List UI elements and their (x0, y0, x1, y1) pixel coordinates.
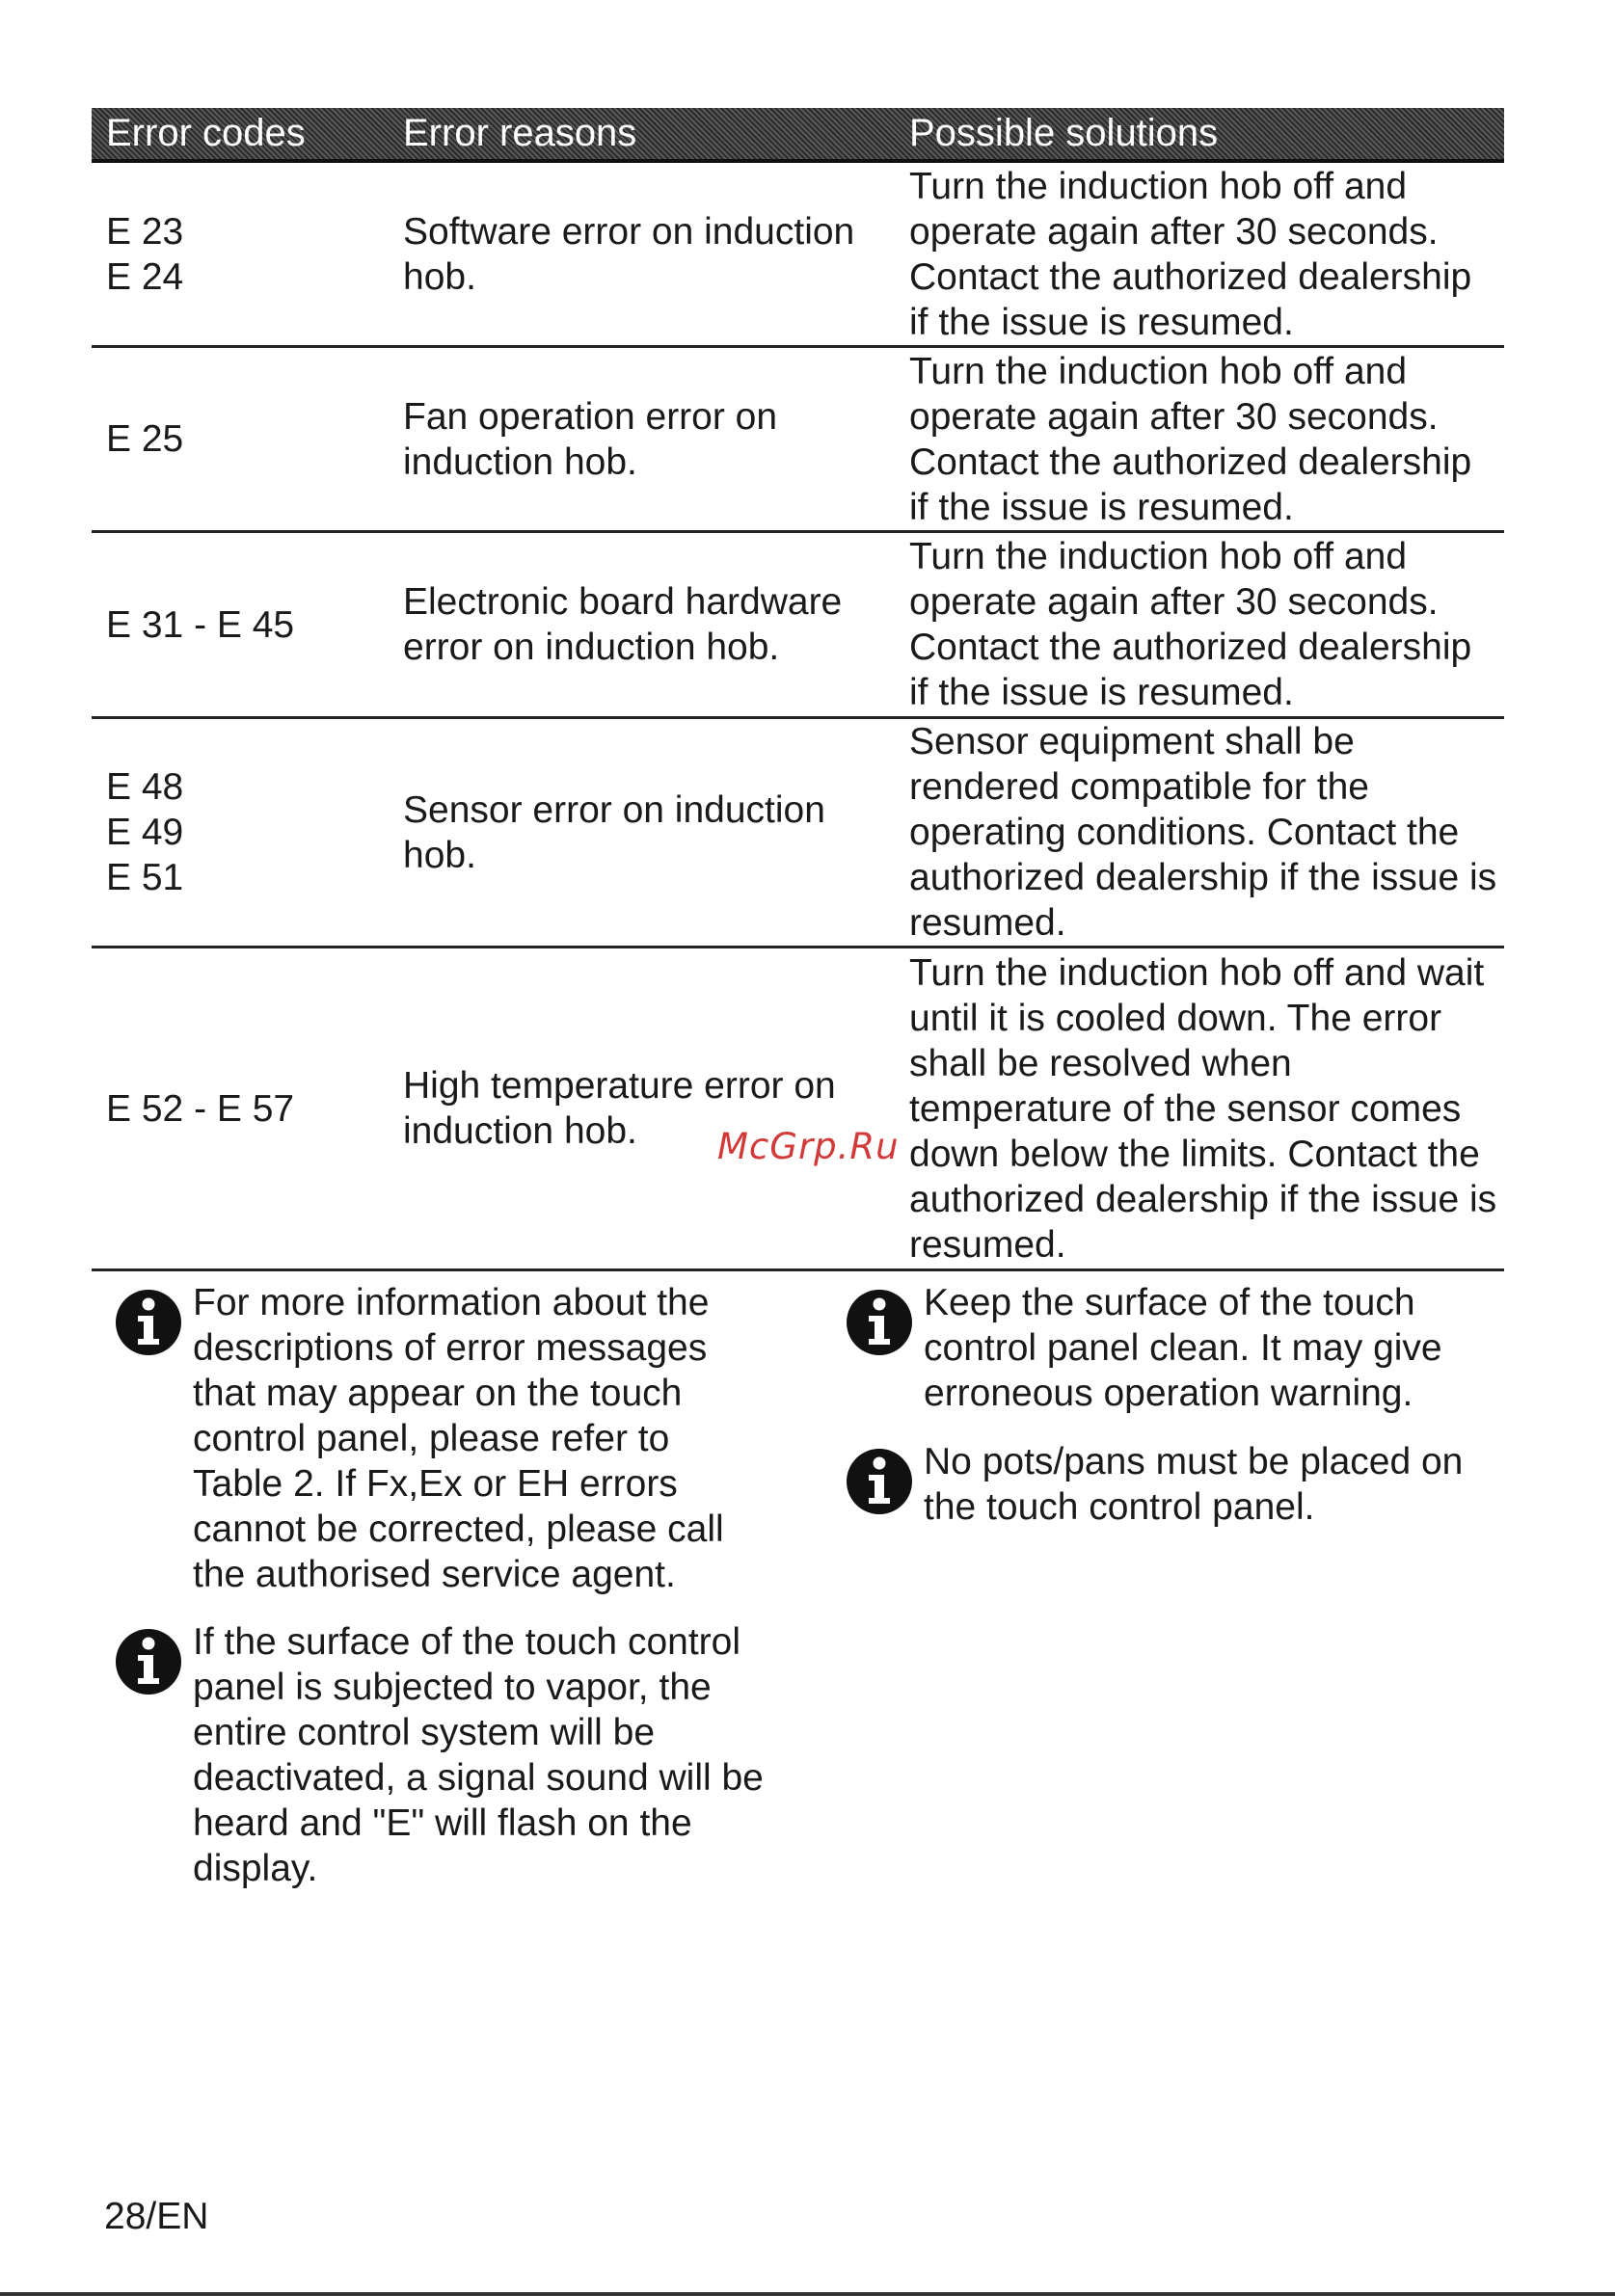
header-error-reasons: Error reasons (403, 112, 637, 154)
error-reason-cell: Software error on induction hob. (403, 210, 855, 298)
header-error-codes: Error codes (106, 112, 306, 154)
error-reason-cell: Fan operation error on induction hob. (403, 395, 778, 483)
solution-cell: Turn the induction hob off and operate again after 30 seconds. Contact the authorized dealership if the issue is resumed. (909, 350, 1472, 528)
header-possible-solutions: Possible solutions (909, 112, 1219, 154)
table-row (92, 163, 1504, 348)
watermark: McGrp.Ru (717, 1126, 900, 1167)
error-code-cell: E 52 - E 57 (106, 1087, 295, 1130)
info-icon (845, 1447, 914, 1516)
page-number: 28/EN (104, 2196, 209, 2237)
info-note (845, 1439, 1520, 1530)
info-icon (114, 1627, 183, 1696)
info-note (114, 1619, 808, 1891)
table-header (92, 108, 1504, 163)
error-reason-cell: Electronic board hardware error on induction hob. (403, 581, 843, 668)
error-code-cell: E 23 E 24 (106, 210, 184, 298)
info-note (114, 1280, 808, 1597)
table-row (92, 533, 1504, 719)
info-note-text: If the surface of the touch control panel is subjected to vapor, the entire control system will be deactivated, a signal sound will be heard and "E" will flash on the display. (193, 1621, 764, 1889)
solution-cell: Turn the induction hob off and operate again after 30 seconds. Contact the authorized dealership if the issue is resumed. (909, 536, 1472, 713)
info-note-text: No pots/pans must be placed on the touch control panel. (924, 1441, 1464, 1528)
error-code-cell: E 48 E 49 E 51 (106, 766, 184, 898)
error-reason-cell: Sensor error on induction hob. (403, 788, 825, 876)
info-note (845, 1280, 1520, 1416)
info-icon (114, 1288, 183, 1357)
table-row (92, 348, 1504, 533)
error-code-cell: E 25 (106, 418, 184, 460)
error-code-cell: E 31 - E 45 (106, 603, 295, 646)
solution-cell: Sensor equipment shall be rendered compatible for the operating conditions. Contact the authorized dealership if the issue is resumed. (909, 721, 1497, 944)
table-row (92, 719, 1504, 948)
bottom-rule (0, 2292, 1615, 2296)
table-row (92, 948, 1504, 1271)
solution-cell: Turn the induction hob off and operate again after 30 seconds. Contact the authorized dealership if the issue is resumed. (909, 165, 1472, 343)
error-codes-table (92, 108, 1504, 1271)
info-icon (845, 1288, 914, 1357)
solution-cell: Turn the induction hob off and wait until it is cooled down. The error shall be resolved when temperature of the sensor comes down below the limits. Contact the authorized dealership if the issue is resumed. (909, 951, 1497, 1266)
info-note-text: For more information about the descriptions of error messages that may appear on the touch control panel, please refer to Table 2. If Fx,Ex or EH errors cannot be corrected, please call the authorised service agent. (193, 1282, 724, 1595)
info-note-text: Keep the surface of the touch control panel clean. It may give erroneous operation warning. (924, 1282, 1442, 1414)
error-reason-cell: High temperature error on induction hob. (403, 1065, 836, 1152)
